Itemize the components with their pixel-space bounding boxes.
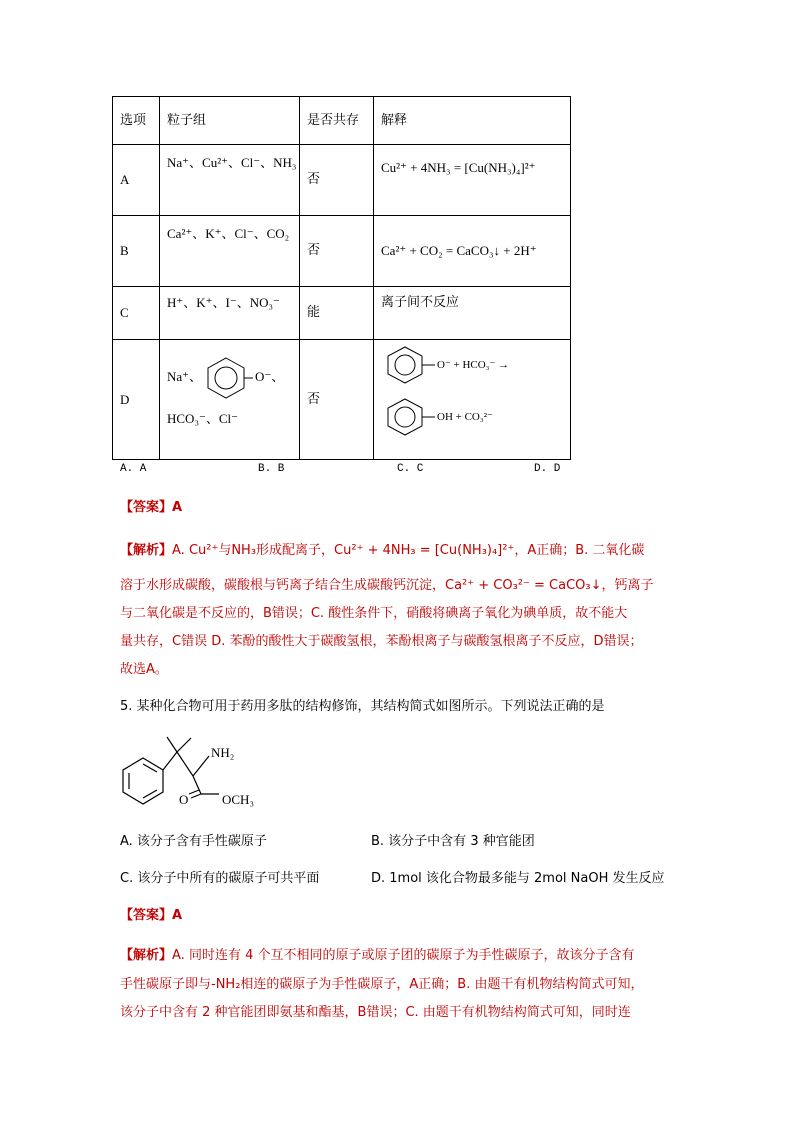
- q4-analysis-line: [120, 541, 644, 561]
- q4-answer: [120, 498, 182, 518]
- row-explain: Cu²⁺ + 4NH₃ = [Cu(NH₃)₄]²⁺: [374, 145, 571, 216]
- row-option: C: [113, 287, 160, 340]
- q5-choice-d[interactable]: D. 1mol 该化合物最多能与 2mol NaOH 发生反应: [371, 871, 665, 886]
- q4-choices: [112, 463, 572, 479]
- row-particles: [160, 340, 300, 460]
- row-explain: 离子间不反应: [374, 287, 571, 340]
- phenoxide-ring-icon: [381, 344, 437, 386]
- analysis-label: 【解析】: [120, 543, 173, 558]
- phenoxide-ring-icon: [197, 354, 255, 402]
- header-option: 选项: [113, 97, 160, 145]
- row-particles: Ca²⁺、K⁺、Cl⁻、CO₂: [160, 216, 300, 287]
- label-nh2: NH₂: [211, 745, 235, 760]
- header-explain: 解释: [374, 97, 571, 145]
- q4-analysis-line: 故选A。: [120, 662, 168, 677]
- table-header-row: [113, 97, 571, 145]
- row-explain: Ca²⁺ + CO₂ = CaCO₃↓ + 2H⁺: [374, 216, 571, 287]
- row-option: A: [113, 145, 160, 216]
- analysis-text: A. 同时连有 4 个互不相同的原子或原子团的碳原子为手性碳原子，故该分子含有: [172, 948, 635, 963]
- table-row: [113, 340, 571, 460]
- particles-line2: HCO₃⁻、Cl⁻: [167, 411, 238, 426]
- table-row: [113, 145, 571, 216]
- q5-analysis-line: 手性碳原子即与-NH₂相连的碳原子为手性碳原子，A正确；B. 由题干有机物结构简式可知，: [120, 977, 644, 992]
- header-coexist: 是否共存: [300, 97, 374, 145]
- row-particles: Na⁺、Cu²⁺、Cl⁻、NH₃: [160, 145, 300, 216]
- row-coexist: 否: [300, 145, 374, 216]
- q4-analysis-line: 与二氧化碳是不反应的，B错误；C. 酸性条件下，硝酸将碘离子氧化为碘单质，故不能大: [120, 606, 628, 621]
- answer-label: 【答案】: [120, 908, 173, 923]
- row-option: D: [113, 340, 160, 460]
- explain-line1: O⁻ + HCO₃⁻ →: [437, 359, 510, 371]
- q5-choice-c[interactable]: C. 该分子中所有的碳原子可共平面: [120, 871, 320, 886]
- phenol-ring-icon: [381, 396, 437, 438]
- q5-choice-a[interactable]: A. 该分子含有手性碳原子: [120, 834, 267, 849]
- answer-label: 【答案】: [120, 500, 173, 515]
- row-coexist: 否: [300, 340, 374, 460]
- q5-choice-b[interactable]: B. 该分子中含有 3 种官能团: [371, 834, 535, 849]
- explain-line2: OH + CO₃²⁻: [437, 411, 493, 423]
- q4-choice-c[interactable]: C. C: [397, 463, 424, 475]
- analysis-label: 【解析】: [120, 948, 173, 963]
- row-particles: H⁺、K⁺、I⁻、NO₃⁻: [160, 287, 300, 340]
- table-row: [113, 216, 571, 287]
- q5-analysis-line: 该分子中含有 2 种官能团即氨基和酯基，B错误；C. 由题干有机物结构简式可知，同时连: [120, 1005, 631, 1020]
- row-coexist: 否: [300, 216, 374, 287]
- q4-analysis-line: 量共存，C错误 D. 苯酚的酸性大于碳酸氢根，苯酚根离子与碳酸氢根离子不反应，D错误；: [120, 634, 643, 649]
- q4-choice-a[interactable]: A. A: [120, 463, 147, 475]
- analysis-text: A. Cu²⁺与NH₃形成配离子，Cu²⁺ + 4NH₃ = [Cu(NH₃)₄]²⁺，A正确；B. 二氧化碳: [172, 543, 645, 558]
- header-particles: 粒子组: [160, 97, 300, 145]
- particle-table: [112, 96, 571, 460]
- label-och3: OCH₃: [222, 792, 254, 807]
- q4-analysis-line: 溶于水形成碳酸，碳酸根与钙离子结合生成碳酸钙沉淀，Ca²⁺ + CO₃²⁻ = CaCO₃↓，钙离子: [120, 578, 654, 593]
- q5-analysis-line: [120, 946, 634, 966]
- label-o: O: [179, 792, 189, 807]
- q4-choice-d[interactable]: D. D: [534, 463, 561, 475]
- table-row: [113, 287, 571, 340]
- q5-answer: [120, 906, 182, 926]
- row-coexist: 能: [300, 287, 374, 340]
- row-explain: [374, 340, 571, 460]
- particles-na: Na⁺、: [167, 369, 203, 384]
- particles-phenoxide: O⁻、: [255, 369, 285, 384]
- q4-choice-b[interactable]: B. B: [258, 463, 285, 475]
- row-option: B: [113, 216, 160, 287]
- answer-value: A: [172, 500, 183, 515]
- q5-stem: 5. 某种化合物可用于药用多肽的结构修饰，其结构简式如图所示。下列说法正确的是: [120, 699, 605, 714]
- answer-value: A: [172, 908, 183, 923]
